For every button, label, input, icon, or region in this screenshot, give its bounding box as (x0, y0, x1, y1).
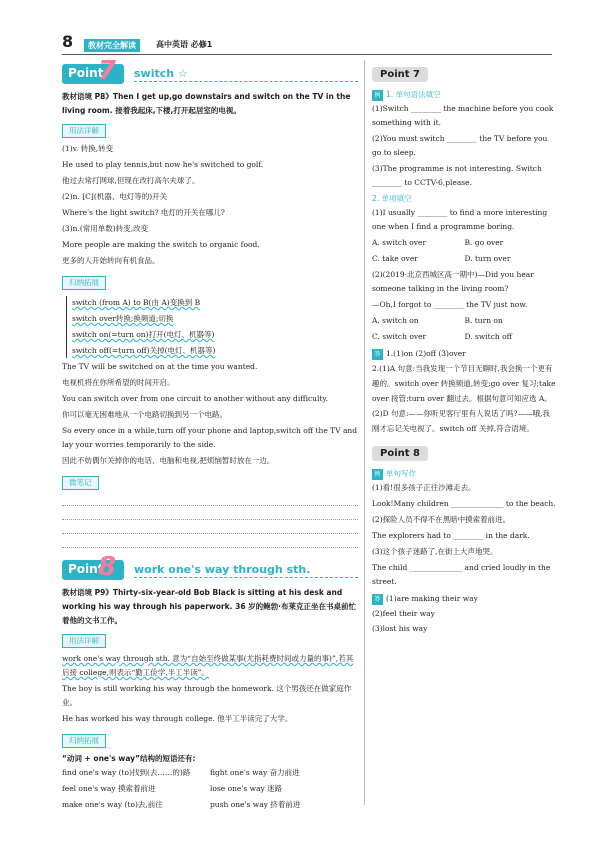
note-line (62, 494, 358, 506)
example-en: You can switch over from one circuit to another without any difficulty. (62, 394, 329, 403)
example-en: The TV will be switched on at the time you wanted. (62, 362, 258, 371)
usage-section-title: 用法详解 (62, 634, 106, 648)
usage-section-title: 用法详解 (62, 124, 106, 138)
phrase-brace (66, 296, 358, 358)
note-line (62, 522, 358, 534)
exercise-title: 单句写作 (386, 469, 416, 478)
answer-text: (3)lost his way (372, 624, 428, 633)
question: —Oh,I forgot to ________ the TV just now. (372, 300, 528, 309)
option: B. go over (464, 238, 504, 247)
note-line (62, 536, 358, 548)
exercise-heading (372, 467, 557, 481)
page-header (62, 32, 552, 56)
example-cn: 你可以毫无困难地从一个电路切换到另一个电路。 (62, 410, 227, 419)
question-en: Look!Many children ______________ to the beach. (372, 499, 556, 508)
phrase-item: find one's way (to)找到(去……的)路 (62, 768, 191, 777)
question-cn: (2)探险人员不得不在黑暗中摸索着前进。 (372, 515, 511, 524)
exercise-title: 2. 单项填空 (372, 194, 412, 203)
option: C. switch over (372, 332, 427, 341)
option: D. switch off (464, 332, 512, 341)
phrase-item: switch over转换;换频道;切换 (72, 314, 174, 323)
options (372, 236, 557, 268)
page-number: 8 (62, 32, 74, 51)
point-8-header (62, 552, 358, 582)
example-cn: 更多的人开始转向有机食品。 (62, 256, 160, 265)
phrase-item: fight one's way 奋力前进 (210, 768, 300, 777)
question-en: The explorers had to ________ in the dark. (372, 531, 530, 540)
option: A. switch over (372, 238, 427, 247)
exercise-title: 1. 单句语法填空 (386, 90, 441, 99)
point-7-exercise-title: Point 7 (372, 67, 428, 82)
phrase-item: feel one's way 摸索着前进 (62, 784, 156, 793)
phrase-item: switch (from A) to B(由 A)变换到 B (72, 298, 201, 307)
options (372, 314, 557, 346)
point-label: Point (62, 64, 124, 84)
right-column (372, 62, 557, 636)
point-8-exercise-title: Point 8 (372, 446, 428, 461)
answer-text: 2.(1)A 句意:当我发现一个节目无聊时,我会换一个更有趣的。switch over 转换频道,转变;go over 复习;take over 接管;turn over 翻过去。根据句意可知应选 A。 (372, 364, 556, 403)
point-number: 7 (98, 56, 117, 86)
answer-line (372, 591, 557, 606)
example-en: He used to play tennis,but now he's switched to golf. (62, 160, 264, 169)
question-cn: (1)看!很多孩子正往沙滩走去。 (372, 483, 476, 492)
answer-text: (1)are making their way (386, 594, 478, 603)
question: (2)(2019·北京西城区高一期中)—Did you hear someone talking in the living room? (372, 270, 534, 293)
point-keyword: work one's way through sth. (134, 563, 311, 576)
example-cn: 他过去常打网球,但现在改打高尔夫球了。 (62, 176, 200, 185)
example-en: He has worked his way through college. 他半工半读完了大学。 (62, 714, 293, 723)
point-keyword: switch ☆ (134, 67, 188, 80)
usage-item: (2)n. [C](机器、电灯等的)开关 (62, 192, 168, 201)
phrase-grid (62, 766, 358, 814)
phrase-item: switch off(=turn off)关掉(电灯、机器等) (72, 346, 216, 355)
usage-item: (1)v. 转换,转变 (62, 144, 114, 153)
point-underline (134, 577, 358, 578)
question-en: The child ______________ and cried loudly in the street. (372, 563, 551, 586)
question: (2)You must switch ________ the TV before you go to sleep. (372, 134, 548, 157)
book-tag: 教材完全解读 (84, 39, 140, 52)
example-en: The boy is still working his way through the homework. 这个男孩还在做家庭作业。 (62, 684, 352, 707)
column-divider (364, 60, 365, 805)
example-badge: 例 (372, 469, 383, 480)
question-cn: (3)这个孩子迷路了,在街上大声地哭。 (372, 547, 498, 556)
point-underline (134, 81, 358, 82)
answer-badge: 答 (372, 594, 383, 605)
phrase-intro: “动词 + one's way”结构的短语还有: (62, 754, 196, 763)
answer-text: (2)feel their way (372, 609, 435, 618)
note-line (62, 508, 358, 520)
header-rule (62, 54, 552, 55)
option: B. turn on (464, 316, 503, 325)
question: (3)The programme is not interesting. Switch ________ to CCTV-6,please. (372, 164, 542, 187)
phrase-item: lose one's way 迷路 (210, 784, 283, 793)
expand-section-title: 归纳拓展 (62, 276, 106, 290)
point-label: Point (62, 560, 124, 580)
point-7-header (62, 56, 358, 86)
subject-tag: 高中英语 必修1 (156, 40, 213, 49)
question: (1)Switch ________ the machine before you cook something with it. (372, 104, 554, 127)
exercise-heading (372, 88, 557, 102)
phrase-item: push one's way 挤着前进 (210, 800, 301, 809)
answer-text: (2)D 句意:——你听见客厅里有人说话了吗?——哦,我刚才忘记关电视了。switch off 关掉,符合语境。 (372, 409, 550, 433)
example-en: Where's the light switch? 电灯的开关在哪儿? (62, 208, 225, 217)
usage-item: (3)n.(常用单数)转变,改变 (62, 224, 149, 233)
point-number: 8 (98, 552, 117, 582)
note-section-title: 微笔记 (62, 476, 99, 490)
left-column (62, 56, 358, 814)
answer-line (372, 346, 557, 361)
option: C. take over (372, 254, 418, 263)
phrase-item: switch on(=turn on)打开(电灯、机器等) (72, 330, 215, 339)
example-badge: 例 (372, 90, 383, 101)
phrase-item: make one's way (to)去,前往 (62, 800, 163, 809)
question: (1)I usually ________ to find a more interesting one when I find a programme boring. (372, 208, 548, 231)
usage-item: work one's way through sth. 意为“自始至终做某事(尤指耗费时间或力量的事)”,若其后接 college,则表示“勤工俭学,半工半读”。 (62, 654, 354, 677)
example-cn: 因此不妨偶尔关掉你的电话、电脑和电视,把烦恼暂时放在一边。 (62, 456, 275, 465)
source-sentence: 教材语境 P8》Then I get up,go downstairs and switch on the TV in the living room. 接着我起床,下楼,打开起居室的电视。 (62, 92, 351, 115)
answer-badge: 答 (372, 349, 383, 360)
option: A. switch on (372, 316, 419, 325)
example-en: More people are making the switch to organic food. (62, 240, 260, 249)
answer-text: 1.(1)on (2)off (3)over (386, 349, 466, 358)
expand-section-title: 归纳拓展 (62, 734, 106, 748)
example-en: So every once in a while,turn off your phone and laptop,switch off the TV and lay your worries temporarily to the side. (62, 426, 358, 449)
example-cn: 电视机将在你所希望的时间开启。 (62, 378, 175, 387)
source-sentence: 教材语境 P9》Thirty-six-year-old Bob Black is sitting at his desk and working his way through his paperwork. 36 岁的鲍勃·布莱克正坐在书桌前忙着他的文书工作。 (62, 588, 357, 625)
option: D. turn over (464, 254, 511, 263)
